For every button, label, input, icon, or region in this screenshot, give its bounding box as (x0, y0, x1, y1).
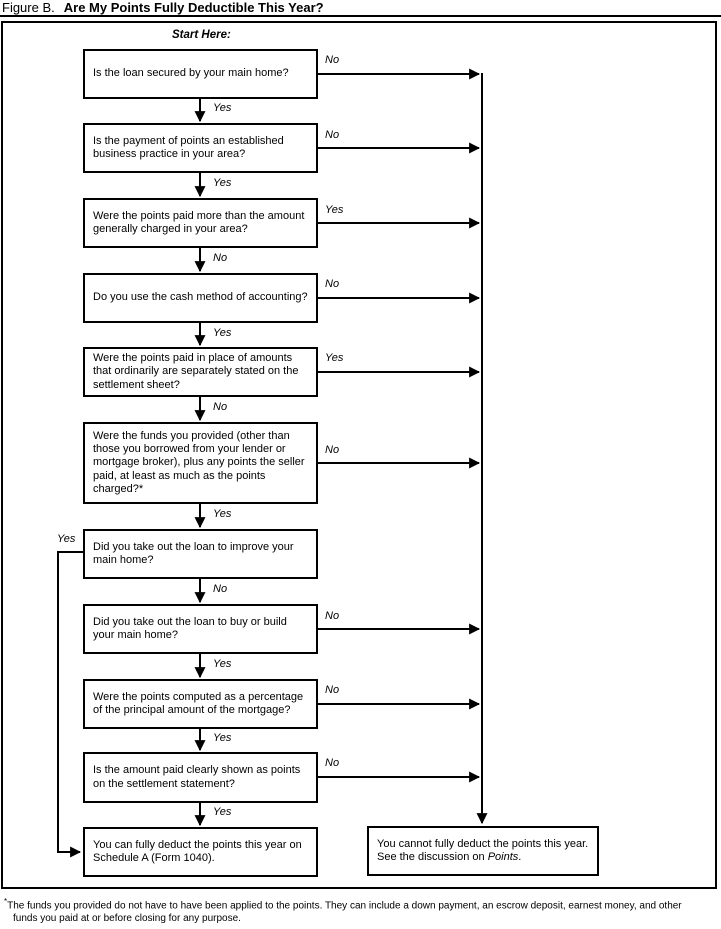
branch-label-side-7: Yes (57, 533, 76, 545)
question-box-4 (83, 273, 318, 323)
question-text: Did you take out the loan to buy or build your main home? (93, 615, 287, 641)
branch-label-side-8: No (325, 610, 340, 622)
branch-label-side-2: No (325, 129, 340, 141)
question-box-5 (83, 347, 318, 397)
points-term: Points (487, 851, 519, 863)
branch-label-side-4: No (325, 278, 340, 290)
question-box-7 (83, 529, 318, 579)
figure-title-prefix: Figure B. (2, 0, 55, 15)
branch-label-side-3: Yes (325, 204, 344, 216)
branch-label-side-5: Yes (325, 352, 344, 364)
branch-label-down-4: Yes (213, 327, 232, 339)
result-text: You can fully deduct the points this year on Schedule A (Form 1040). (93, 838, 302, 864)
branch-label-down-6: Yes (213, 508, 232, 520)
question-box-9 (83, 679, 318, 729)
question-text: Is the amount paid clearly shown as points on the settlement statement? (93, 764, 301, 790)
question-box-2 (83, 123, 318, 173)
question-box-6 (83, 422, 318, 504)
question-text: Is the payment of points an established business practice in your area? (93, 134, 284, 160)
branch-label-down-3: No (213, 252, 228, 264)
branch-label-down-1: Yes (213, 102, 232, 114)
branch-label-down-7: No (213, 583, 228, 595)
branch-label-down-9: Yes (213, 732, 232, 744)
branch-label-side-1: No (325, 54, 340, 66)
question-text: Were the points computed as a percentage of the principal amount of the mortgage? (93, 690, 304, 716)
question-box-10 (83, 752, 318, 803)
branch-label-down-8: Yes (213, 658, 232, 670)
start-here-label: Start Here: (172, 29, 231, 41)
footnote-text: The funds you provided do not have to have been applied to the points. They can include a down payment, an escrow deposit, earnest money, and other funds you paid at or before closing for any purpose. (7, 900, 682, 924)
question-text: Do you use the cash method of accounting? (93, 291, 308, 304)
question-text: Were the funds you provided (other than those you borrowed from your lender or mortgage broker), plus any points the seller paid, at least as much as the points charged?* (93, 429, 305, 495)
question-text: Were the points paid in place of amounts that ordinarily are separately stated on the settlement sheet? (93, 352, 299, 391)
figure-title-main: Are My Points Fully Deductible This Year? (63, 0, 324, 15)
branch-label-side-10: No (325, 757, 340, 769)
branch-label-side-9: No (325, 684, 340, 696)
result-text: You cannot fully deduct the points this year. See the discussion on Points. (377, 837, 589, 863)
branch-label-down-5: No (213, 401, 228, 413)
question-text: Did you take out the loan to improve your main home? (93, 540, 294, 566)
branch-label-side-6: No (325, 444, 340, 456)
result-box-cannot-deduct (367, 826, 599, 876)
question-box-8 (83, 604, 318, 654)
question-text: Is the loan secured by your main home? (93, 67, 289, 80)
question-box-3 (83, 198, 318, 248)
footnote-marker: * (4, 897, 8, 906)
question-text: Were the points paid more than the amount generally charged in your area? (93, 209, 305, 235)
branch-label-down-10: Yes (213, 806, 232, 818)
branch-label-down-2: Yes (213, 177, 232, 189)
result-box-can-deduct (83, 827, 318, 877)
question-box-1 (83, 49, 318, 99)
